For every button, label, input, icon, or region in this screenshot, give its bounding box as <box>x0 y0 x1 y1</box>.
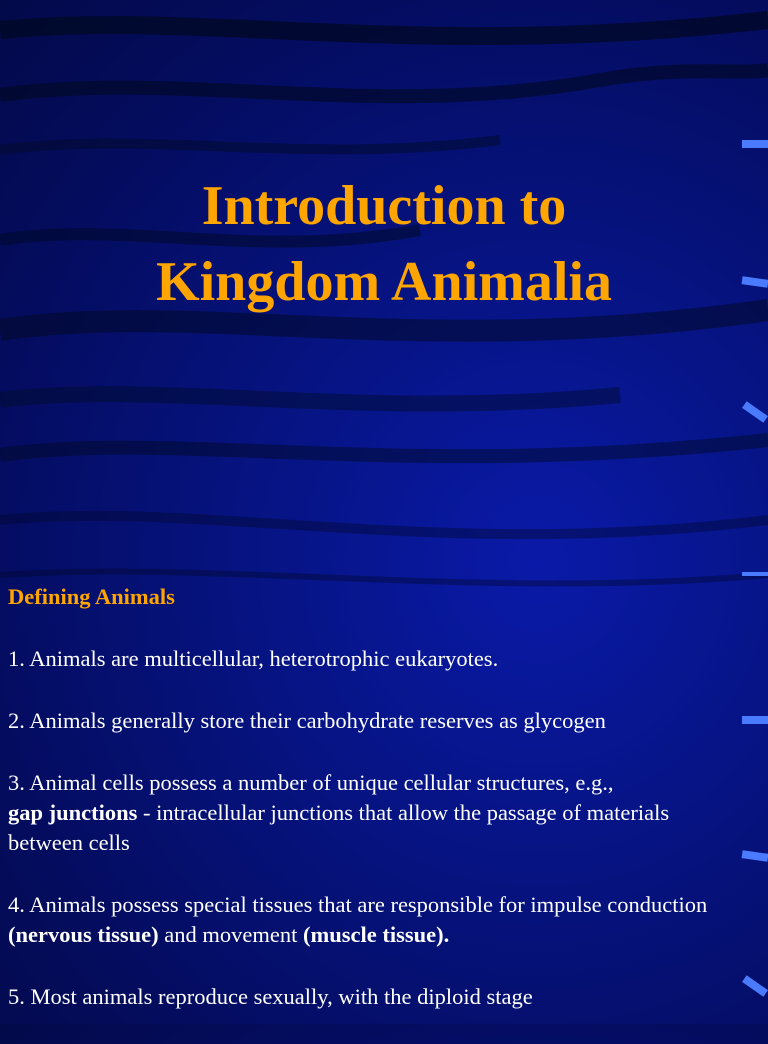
slide-body <box>8 582 748 1044</box>
point-3-rest: - intracellular junctions that allow the passage of materials between cells <box>8 800 670 855</box>
term-gap-junctions: gap junctions <box>8 800 138 825</box>
title-line-2: Kingdom Animalia <box>156 251 612 313</box>
point-1: 1. Animals are multicellular, heterotrophic eukaryotes. <box>8 646 499 671</box>
title-line-1: Introduction to <box>201 175 567 237</box>
point-5: 5. Most animals reproduce sexually, with the diploid stage <box>8 984 533 1009</box>
slide-title <box>0 168 768 320</box>
section-heading: Defining Animals <box>8 584 175 609</box>
point-4-mid: and movement <box>158 922 303 947</box>
point-4 <box>8 890 748 950</box>
term-nervous-tissue: (nervous tissue) <box>8 922 159 947</box>
point-2: 2. Animals generally store their carbohydrate reserves as glycogen <box>8 708 606 733</box>
term-muscle-tissue: (muscle tissue). <box>302 922 450 947</box>
point-3-intro: 3. Animal cells possess a number of unique cellular structures, e.g., <box>8 770 614 795</box>
point-4-intro: 4. Animals possess special tissues that are responsible for impulse conduction <box>8 892 708 917</box>
point-3 <box>8 768 748 858</box>
